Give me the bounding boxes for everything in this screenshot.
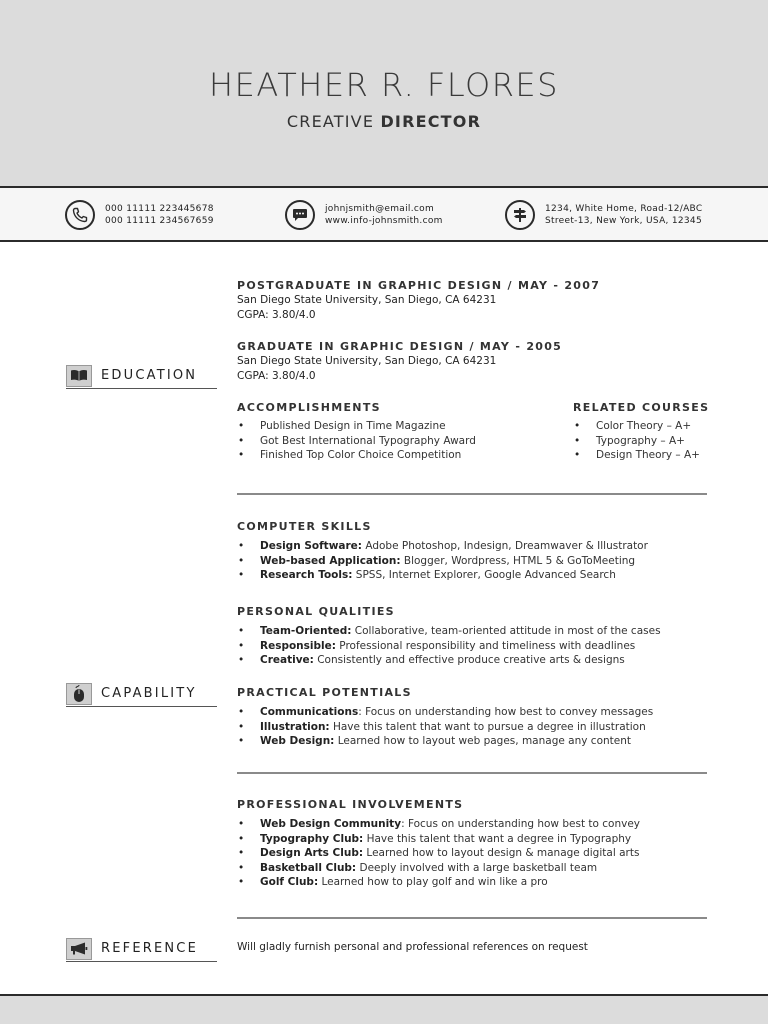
practical-potentials-block	[237, 686, 707, 749]
list-item: • Golf Club: Learned how to play golf and win like a pro	[237, 875, 707, 890]
list-item: • Typography – A+	[573, 434, 713, 449]
section-label-text: CAPABILITY	[101, 686, 197, 701]
related-courses-heading: RELATED COURSES	[573, 401, 710, 414]
list-item: • Creative: Consistently and effective produce creative arts & designs	[237, 653, 707, 668]
computer-skills-heading: COMPUTER SKILLS	[237, 520, 372, 533]
section-label-capability	[66, 681, 217, 707]
list-item: • Typography Club: Have this talent that want a degree in Typography	[237, 832, 707, 847]
contact-address	[505, 199, 702, 231]
list-item: • Research Tools: SPSS, Internet Explorer, Google Advanced Search	[237, 568, 707, 583]
list-item: • Team-Oriented: Collaborative, team-oriented attitude in most of the cases	[237, 624, 707, 639]
address-line-1: 1234, White Home, Road-12/ABC	[545, 203, 703, 214]
phone-line-1: 000 11111 223445678	[105, 203, 214, 214]
accomplishments-heading: ACCOMPLISHMENTS	[237, 401, 381, 414]
list-item: • Responsible: Professional responsibility and timeliness with deadlines	[237, 639, 707, 654]
section-divider	[237, 772, 707, 774]
contact-email	[285, 199, 443, 231]
degree-entry	[237, 340, 707, 384]
related-courses-block	[573, 401, 713, 463]
accomplishments-block	[237, 401, 557, 463]
personal-qualities-heading: PERSONAL QUALITIES	[237, 605, 395, 618]
candidate-name: HEATHER R. FLORES	[209, 66, 559, 104]
list-item: • Published Design in Time Magazine	[237, 419, 557, 434]
list-item: • Finished Top Color Choice Competition	[237, 448, 557, 463]
list-item: • Illustration: Have this talent that want to pursue a degree in illustration	[237, 720, 707, 735]
involvements-list	[237, 817, 707, 890]
degree-title: GRADUATE IN GRAPHIC DESIGN / MAY - 2005	[237, 340, 563, 353]
practical-potentials-list	[237, 705, 707, 749]
signpost-icon	[505, 200, 535, 230]
list-item: • Web Design Community: Focus on understanding how best to convey	[237, 817, 707, 832]
phone-line-2: 000 11111 234567659	[105, 216, 214, 226]
degree-school: San Diego State University, San Diego, CA 64231	[237, 355, 497, 367]
section-label-education	[66, 363, 217, 389]
computer-skills-list	[237, 539, 707, 583]
section-divider	[237, 493, 707, 495]
personal-qualities-block	[237, 605, 707, 668]
section-label-text: EDUCATION	[101, 368, 198, 383]
list-item: • Basketball Club: Deeply involved with a large basketball team	[237, 861, 707, 876]
list-item: • Communications: Focus on understanding how best to convey messages	[237, 705, 707, 720]
list-item: • Color Theory – A+	[573, 419, 713, 434]
book-icon	[66, 365, 92, 387]
contact-phone	[65, 199, 214, 231]
mouse-icon	[66, 683, 92, 705]
degree-cgpa: CGPA: 3.80/4.0	[237, 309, 316, 321]
contact-bottom-rule	[0, 240, 768, 242]
section-divider	[237, 917, 707, 919]
list-item: • Design Theory – A+	[573, 448, 713, 463]
computer-skills-block	[237, 520, 707, 583]
list-item: • Design Software: Adobe Photoshop, Indesign, Dreamwaver & Illustrator	[237, 539, 707, 554]
reference-text: Will gladly furnish personal and professional references on request	[237, 941, 588, 953]
list-item: • Got Best International Typography Award	[237, 434, 557, 449]
megaphone-icon	[66, 938, 92, 960]
section-label-reference	[66, 936, 217, 962]
email-address[interactable]: johnjsmith@email.com	[325, 203, 435, 214]
role-light: CREATIVE	[286, 112, 375, 131]
involvements-heading: PROFESSIONAL INVOLVEMENTS	[237, 798, 464, 811]
candidate-role	[0, 112, 768, 131]
list-item: • Web-based Application: Blogger, Wordpress, HTML 5 & GoToMeeting	[237, 554, 707, 569]
list-item: • Design Arts Club: Learned how to layout design & manage digital arts	[237, 846, 707, 861]
personal-qualities-list	[237, 624, 707, 668]
resume-footer	[0, 996, 768, 1024]
website-address[interactable]: www.info-johnsmith.com	[325, 216, 443, 226]
address-line-2: Street-13, New York, USA, 12345	[545, 216, 702, 226]
role-bold: DIRECTOR	[380, 112, 482, 131]
accomplishments-list	[237, 419, 557, 463]
practical-potentials-heading: PRACTICAL POTENTIALS	[237, 686, 412, 699]
involvements-block	[237, 798, 707, 890]
section-label-text: REFERENCE	[101, 941, 199, 956]
degree-cgpa: CGPA: 3.80/4.0	[237, 370, 316, 382]
chat-icon	[285, 200, 315, 230]
phone-icon	[65, 200, 95, 230]
related-courses-list	[573, 419, 713, 463]
degree-title: POSTGRADUATE IN GRAPHIC DESIGN / MAY - 2007	[237, 279, 601, 292]
list-item: • Web Design: Learned how to layout web pages, manage any content	[237, 734, 707, 749]
degree-entry	[237, 279, 707, 323]
degree-school: San Diego State University, San Diego, CA 64231	[237, 294, 497, 306]
